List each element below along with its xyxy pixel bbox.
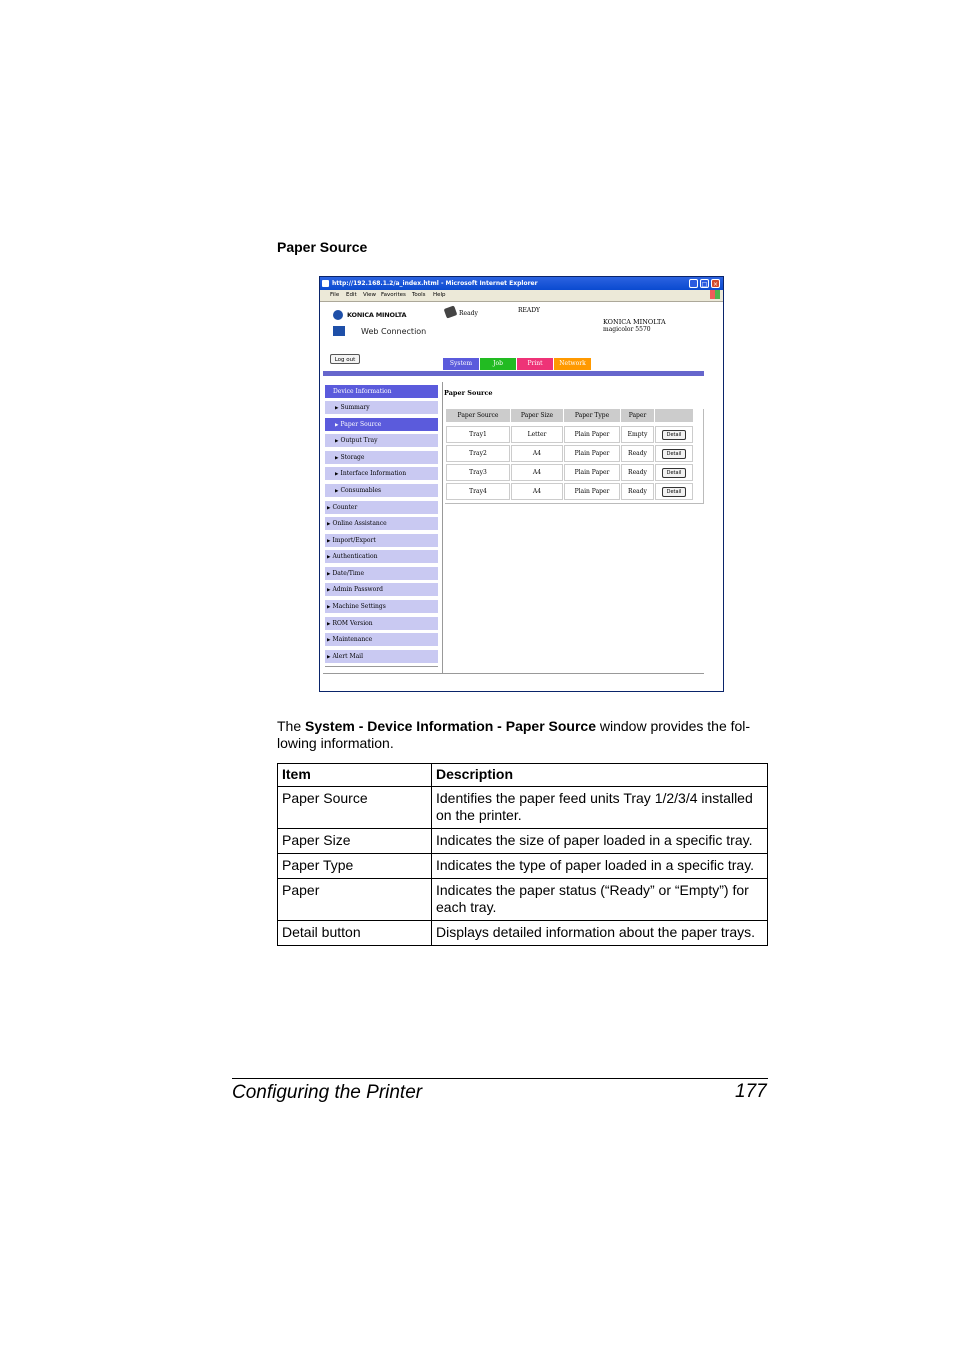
col-header-paper-size: Paper Size — [511, 409, 563, 422]
printer-icon — [444, 305, 458, 318]
col-header-paper-source: Paper Source — [446, 409, 510, 422]
detail-button[interactable]: Detail — [662, 449, 686, 459]
cell-tray2-size: A4 — [511, 445, 563, 462]
description-cell: Indicates the size of paper loaded in a specific tray. — [432, 829, 768, 854]
nav-item-paper-source[interactable]: ▶ Paper Source — [325, 418, 438, 431]
cell-tray4-status: Ready — [621, 483, 654, 500]
cell-tray3: Tray3 — [446, 464, 510, 481]
triangle-right-icon: ▶ — [327, 605, 331, 610]
nav-item-counter[interactable]: ▶ Counter — [325, 501, 438, 514]
footer-divider — [323, 673, 704, 674]
table-row — [278, 854, 768, 879]
product-name: Web Connection — [361, 327, 427, 336]
model-name: magicolor 5570 — [603, 326, 651, 333]
triangle-right-icon: ▶ — [327, 638, 331, 643]
cell-tray2-detail — [655, 445, 693, 462]
page-content — [320, 302, 723, 691]
ie-page-icon — [322, 280, 329, 287]
bold-window-path: System - Device Information - Paper Source — [305, 718, 596, 734]
cell-tray3-type: Plain Paper — [564, 464, 620, 481]
menu-help[interactable]: Help — [433, 292, 446, 298]
triangle-right-icon: ▶ — [327, 555, 331, 560]
nav-item-authentication[interactable]: ▶ Authentication — [325, 550, 438, 563]
cell-tray4-size: A4 — [511, 483, 563, 500]
tab-network[interactable]: Network — [554, 358, 591, 370]
table-border-right — [703, 409, 704, 503]
nav-item-online-assistance[interactable]: ▶ Online Assistance — [325, 517, 438, 530]
tab-print[interactable]: Print — [517, 358, 553, 370]
cell-tray4-detail — [655, 483, 693, 500]
table-border-bottom — [445, 503, 704, 504]
triangle-right-icon: ▶ — [327, 588, 331, 593]
item-cell: Paper — [278, 879, 432, 921]
nav-item-date-time[interactable]: ▶ Date/Time — [325, 567, 438, 580]
triangle-right-icon: ▶ — [327, 539, 331, 544]
item-cell: Paper Type — [278, 854, 432, 879]
menu-edit[interactable]: Edit — [346, 292, 357, 298]
triangle-right-icon: ▶ — [335, 423, 339, 428]
triangle-right-icon: ▶ — [335, 472, 339, 477]
description-table — [277, 763, 768, 946]
menu-tools[interactable]: Tools — [412, 292, 426, 298]
footer-rule — [232, 1078, 768, 1079]
triangle-right-icon: ▶ — [335, 439, 339, 444]
logout-button[interactable]: Log out — [330, 354, 360, 364]
intro-paragraph: The System - Device Information - Paper Source window provides the fol- lowing information. — [277, 718, 751, 751]
description-cell: Indicates the type of paper loaded in a specific tray. — [432, 854, 768, 879]
nav-item-summary[interactable]: ▶ Summary — [325, 401, 438, 414]
nav-item-rom-version[interactable]: ▶ ROM Version — [325, 617, 438, 630]
nav-item-consumables[interactable]: ▶ Consumables — [325, 484, 438, 497]
nav-item-storage[interactable]: ▶ Storage — [325, 451, 438, 464]
windows-logo-icon — [710, 290, 720, 299]
nav-item-alert-mail[interactable]: ▶ Alert Mail — [325, 650, 438, 663]
col-header-detail — [655, 409, 693, 422]
cell-tray3-size: A4 — [511, 464, 563, 481]
col-header-paper-type: Paper Type — [564, 409, 620, 422]
maximize-icon[interactable]: □ — [701, 281, 708, 288]
triangle-right-icon: ▶ — [327, 506, 331, 511]
table-row — [278, 879, 768, 921]
model-brand: KONICA MINOLTA — [603, 318, 666, 326]
detail-button[interactable]: Detail — [662, 430, 686, 440]
menu-view[interactable]: View — [363, 292, 377, 298]
tab-system[interactable]: System — [443, 358, 479, 370]
triangle-right-icon: ▶ — [335, 406, 339, 411]
printer-status: READY — [518, 307, 541, 314]
item-cell: Paper Source — [278, 787, 432, 829]
nav-item-import-export[interactable]: ▶ Import/Export — [325, 534, 438, 547]
nav-item-interface-information[interactable]: ▶ Interface Information — [325, 467, 438, 480]
page-number: 177 — [735, 1081, 767, 1102]
window-title: http://192.168.1.2/a_index.html - Microsoft Internet Explorer — [332, 280, 538, 287]
section-title: Paper Source — [277, 239, 368, 255]
cell-tray4-type: Plain Paper — [564, 483, 620, 500]
table-row — [278, 921, 768, 946]
description-cell: Indicates the paper status (“Ready” or “Empty”) for each tray. — [432, 879, 768, 921]
cell-tray4: Tray4 — [446, 483, 510, 500]
cell-tray1-status: Empty — [621, 426, 654, 443]
cell-tray1: Tray1 — [446, 426, 510, 443]
minimize-icon[interactable]: _ — [689, 279, 698, 288]
browser-window-screenshot — [319, 276, 724, 692]
cell-tray2: Tray2 — [446, 445, 510, 462]
col-header-paper: Paper — [621, 409, 654, 422]
item-cell: Paper Size — [278, 829, 432, 854]
frame-divider — [442, 382, 443, 673]
table-row — [278, 787, 768, 829]
nav-item-maintenance[interactable]: ▶ Maintenance — [325, 633, 438, 646]
cell-tray1-type: Plain Paper — [564, 426, 620, 443]
cell-tray2-type: Plain Paper — [564, 445, 620, 462]
header-description: Description — [432, 764, 768, 787]
brand-name: KONICA MINOLTA — [347, 311, 407, 319]
pagescope-logo-icon — [333, 326, 345, 336]
table-row — [278, 829, 768, 854]
triangle-right-icon: ▶ — [327, 572, 331, 577]
konica-minolta-logo-icon — [333, 310, 343, 320]
menu-favorites[interactable]: Favorites — [381, 292, 406, 298]
cell-tray1-detail — [655, 426, 693, 443]
item-cell: Detail button — [278, 921, 432, 946]
tab-job[interactable]: Job — [480, 358, 516, 370]
triangle-right-icon: ▶ — [327, 522, 331, 527]
content-title: Paper Source — [444, 389, 493, 397]
menu-bar — [320, 290, 723, 302]
table-header-row — [278, 764, 768, 787]
cell-tray3-detail — [655, 464, 693, 481]
nav-heading-device-information[interactable]: Device Information — [325, 385, 438, 398]
triangle-right-icon: ▶ — [327, 622, 331, 627]
nav-item-admin-password[interactable]: ▶ Admin Password — [325, 583, 438, 596]
close-icon[interactable]: × — [712, 281, 719, 288]
description-cell: Identifies the paper feed units Tray 1/2/3/4 installed on the printer. — [432, 787, 768, 829]
detail-button[interactable]: Detail — [662, 487, 686, 497]
triangle-right-icon: ▶ — [327, 655, 331, 660]
triangle-right-icon: ▶ — [335, 456, 339, 461]
status-icon-label: Ready — [459, 310, 478, 317]
window-titlebar — [320, 277, 723, 290]
cell-tray1-size: Letter — [511, 426, 563, 443]
triangle-right-icon: ▶ — [335, 489, 339, 494]
description-cell: Displays detailed information about the paper trays. — [432, 921, 768, 946]
menu-file[interactable]: File — [330, 292, 340, 298]
cell-tray3-status: Ready — [621, 464, 654, 481]
header-item: Item — [278, 764, 432, 787]
cell-tray2-status: Ready — [621, 445, 654, 462]
nav-item-machine-settings[interactable]: ▶ Machine Settings — [325, 600, 438, 613]
nav-item-output-tray[interactable]: ▶ Output Tray — [325, 434, 438, 447]
header-divider — [323, 371, 704, 376]
footer-chapter-title: Configuring the Printer — [232, 1082, 423, 1103]
detail-button[interactable]: Detail — [662, 468, 686, 478]
nav-divider — [325, 666, 438, 667]
